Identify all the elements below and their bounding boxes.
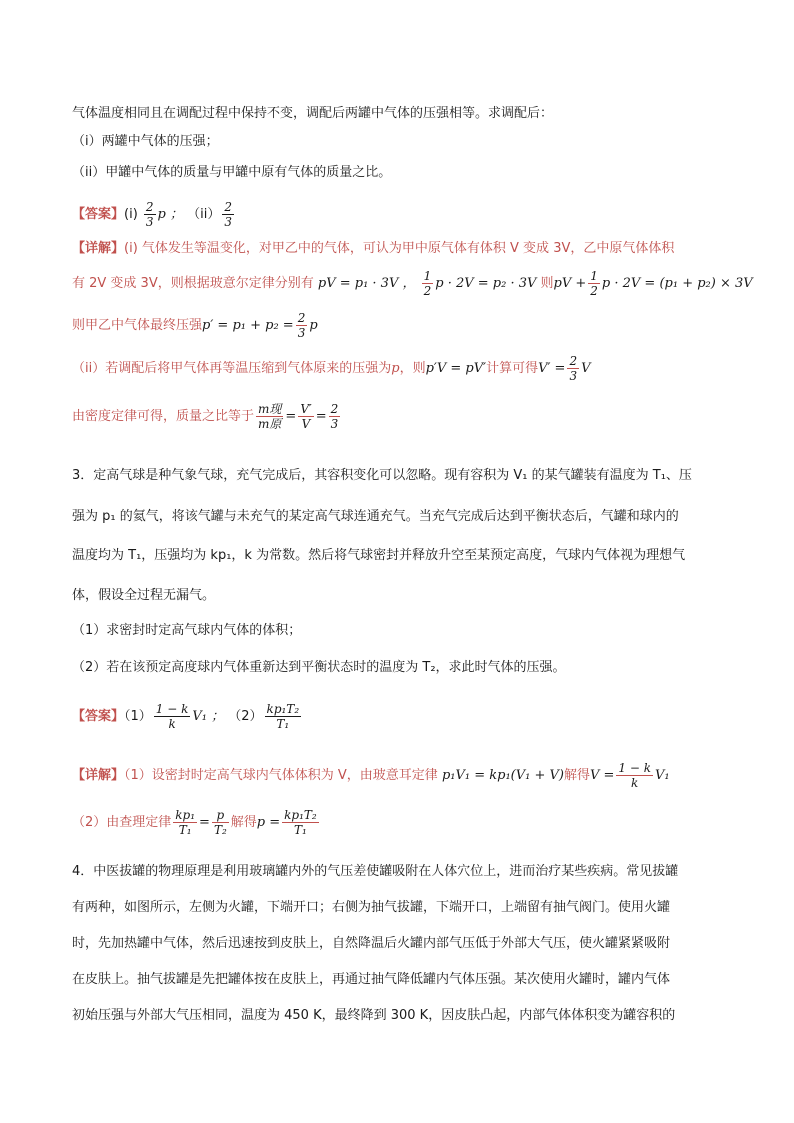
- question-4-line-3: 时，先加热罐中气体，然后迅速按到皮肤上，自然降温后火罐内部气压低于外部大气压，使火罐紧紧吸附: [72, 936, 671, 951]
- detail-2-line-1: 【详解】(i) 气体发生等温变化，对甲乙中的气体，可认为甲中原气体有体积 V 变成 3V，乙中原气体体积: [72, 241, 675, 256]
- fraction: $\frac{1 - k}{k}$: [618, 761, 651, 790]
- fraction: $\frac{1}{2}$: [590, 269, 598, 298]
- question-3-line-4: 体，假设全过程无漏气。: [72, 588, 216, 603]
- answer-tag: 【答案】: [72, 709, 125, 724]
- detail-tag: 【详解】: [72, 768, 125, 783]
- fraction: $\frac{V'}{V}$: [300, 402, 312, 431]
- fraction: $\frac{2}{3}$: [569, 354, 578, 383]
- fraction: $\frac{2}{3}$: [145, 200, 154, 229]
- question-3-line-1: 3．定高气球是种气象气球，充气完成后，其容积变化可以忽略。现有容积为 V₁ 的某气罐装有温度为 T₁、压: [72, 468, 692, 483]
- fraction: $\frac{\text{kp₁T₂}}{\text{T₁}}$: [266, 702, 300, 731]
- fraction: $\frac{\text{m现}}{\text{m原}}$: [258, 402, 282, 431]
- detail-3-line-1: 【详解】（1）设密封时定高气球内气体体积为 V，由玻意耳定律 p₁V₁ = kp₁(V₁ + V)解得V = $\frac{1 - k}{k}$ V₁: [72, 761, 670, 790]
- answer-3: 【答案】（1） $\frac{1 - k}{k}$ V₁ ； （2） $\frac{\text{kp₁T₂}}{\text{T₁}}$: [72, 702, 300, 731]
- fraction: $\frac{2}{3}$: [297, 311, 306, 340]
- fraction: $\frac{2}{3}$: [224, 200, 233, 229]
- fraction: $\frac{p}{\text{T₂}}$: [213, 808, 227, 837]
- answer-2: 【答案】(i) $\frac{2}{3}$ p ； （ii） $\frac{2}{3}$: [72, 200, 233, 229]
- intro-question-1: （i）两罐中气体的压强；: [72, 134, 219, 149]
- question-3-sub-1: （1）求密封时定高气球内气体的体积；: [72, 623, 302, 638]
- fraction: $\frac{1}{2}$: [423, 269, 432, 298]
- question-4-line-2: 有两种，如图所示，左侧为火罐，下端开口；右侧为抽气拔罐，下端开口，上端留有抽气阀门。使用火罐: [72, 900, 671, 915]
- question-4-line-1: 4．中医拔罐的物理原理是利用玻璃罐内外的气压差使罐吸附在人体穴位上，进而治疗某些疾病。常见拔罐: [72, 864, 679, 879]
- question-3-line-3: 温度均为 T₁，压强均为 kp₁，k 为常数。然后将气球密封并释放升空至某预定高度，气球内气体视为理想气: [72, 548, 686, 563]
- detail-tag: 【详解】: [72, 241, 125, 256]
- fraction: $\frac{\text{kp₁}}{\text{T₁}}$: [175, 808, 196, 837]
- detail-3-line-2: （2）由查理定律 $\frac{\text{kp₁}}{\text{T₁}}$ = $\frac{p}{\text{T₂}}$ 解得p = $\frac{\text{kp₁T₂}}{\text{T₁}}$: [72, 808, 317, 837]
- fraction: $\frac{1 - k}{k}$: [155, 702, 189, 731]
- detail-2-line-3: 则甲乙中气体最终压强p′ = p₁ + p₂ = $\frac{2}{3}$ p: [72, 311, 318, 340]
- answer-tag: 【答案】: [72, 207, 125, 222]
- question-3-sub-2: （2）若在该预定高度球内气体重新达到平衡状态时的温度为 T₂，求此时气体的压强。: [72, 660, 566, 675]
- intro-line-1: 气体温度相同且在调配过程中保持不变，调配后两罐中气体的压强相等。求调配后：: [72, 106, 554, 121]
- detail-2-line-5: 由密度定律可得，质量之比等于 $\frac{\text{m现}}{\text{m原}}$ = $\frac{V'}{V}$ = $\frac{2}{3}$: [72, 402, 339, 431]
- fraction: $\frac{\text{kp₁T₂}}{\text{T₁}}$: [284, 808, 317, 837]
- intro-question-2: （ii）甲罐中气体的质量与甲罐中原有气体的质量之比。: [72, 165, 392, 180]
- detail-2-line-2: 有 2V 变成 3V，则根据玻意尔定律分别有 pV = p₁ · 3V ， $\frac{1}{2}$ p · 2V = p₂ · 3V 则pV + $\frac{1}{2}$ p · 2V = (p₁ + p₂) × 3V: [72, 269, 753, 298]
- detail-2-line-4: （ii）若调配后将甲气体再等温压缩到气体原来的压强为p，则p′V = pV′计算可得V′ = $\frac{2}{3}$ V: [72, 354, 591, 383]
- question-4-line-4: 在皮肤上。抽气拔罐是先把罐体按在皮肤上，再通过抽气降低罐内气体压强。某次使用火罐时，罐内气体: [72, 972, 671, 987]
- fraction: $\frac{2}{3}$: [330, 402, 339, 431]
- question-3-line-2: 强为 p₁ 的氦气，将该气罐与未充气的某定高气球连通充气。当充气完成后达到平衡状态后，气罐和球内的: [72, 509, 679, 524]
- question-4-line-5: 初始压强与外部大气压相同，温度为 450 K，最终降到 300 K，因皮肤凸起，内部气体体积变为罐容积的: [72, 1008, 676, 1023]
